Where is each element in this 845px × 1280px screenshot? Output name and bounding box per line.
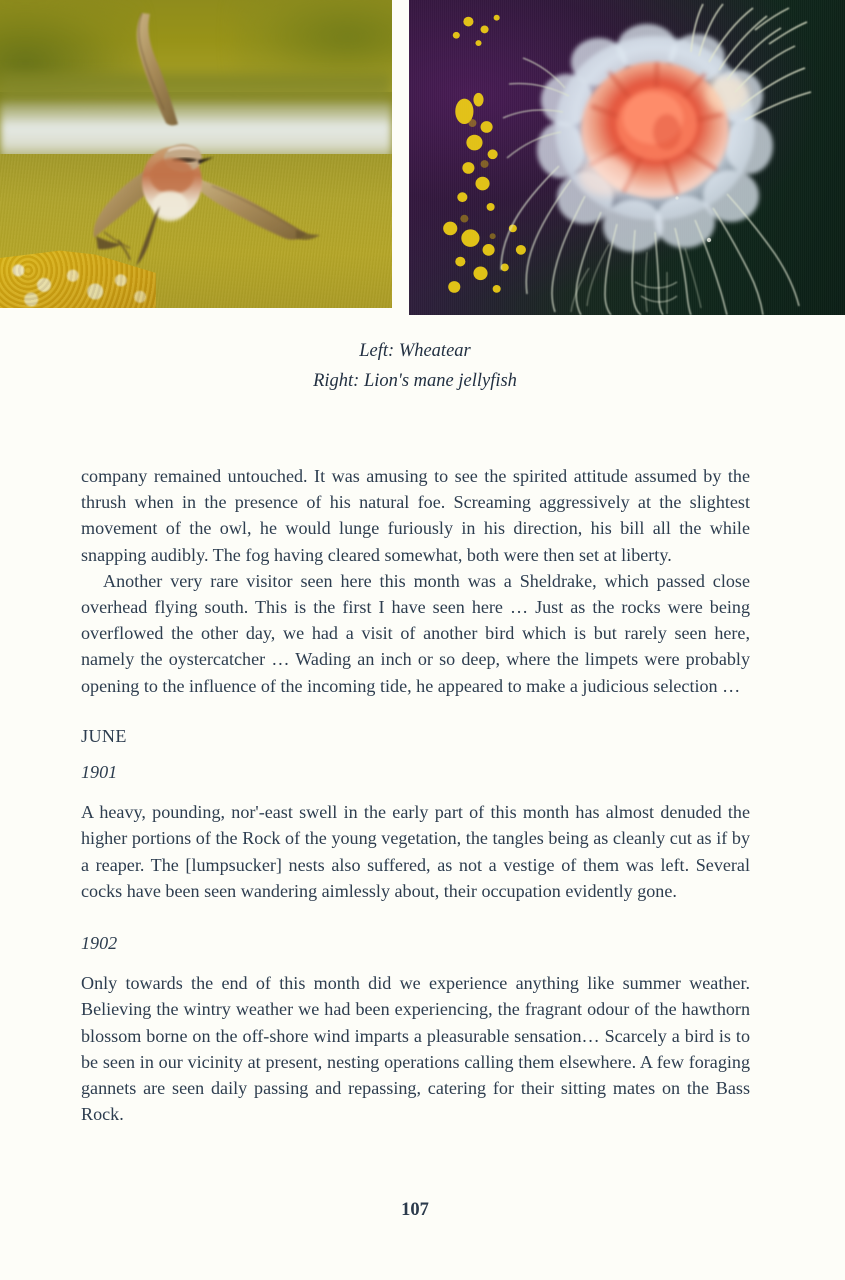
wheatear-photo xyxy=(0,0,392,308)
body-text-column xyxy=(81,463,750,1127)
year-subheading-1901: 1901 xyxy=(81,762,118,783)
jellyfish-figure xyxy=(409,0,845,315)
paragraph-continued: company remained untouched. It was amusing to see the spirited attitude assumed by the thrush when in the presence of his natural foe. Screaming aggressively at the slightest movement of the owl, he would lunge furiously in his direction, his bill all the while snapping audibly. The fog having cleared somewhat, both were then set at liberty. xyxy=(81,466,750,565)
figure-caption xyxy=(0,336,830,396)
spacer xyxy=(81,956,750,970)
photo-band xyxy=(0,0,845,318)
section-heading-june: JUNE xyxy=(81,725,127,746)
paragraph-sheldrake: Another very rare visitor seen here this month was a Sheldrake, which passed close overhead flying south. This is the first I have seen here … Just as the rocks were being overflowed the other day, we had a visit of another bird which is but rarely seen here, namely the oystercatcher … Wading an inch or so deep, where the limpets were probably opening to the influence of the incoming tide, he appeared to make a judicious selection … xyxy=(81,570,750,696)
paragraph-1901: A heavy, pounding, nor'-east swell in the early part of this month has almost denuded the higher portions of the Rock of the young vegetation, the tangles being as cleanly cut as if by a reaper. The [lumpsucker] nests also suffered, as not a vestige of them was left. Several cocks have been seen wandering aimlessly about, their occupation evidently gone. xyxy=(81,802,750,901)
spacer xyxy=(81,749,750,759)
caption-line-right: Right: Lion's mane jellyfish xyxy=(313,371,517,391)
spacer xyxy=(81,785,750,799)
page-number: 107 xyxy=(401,1200,429,1220)
paragraph-1902: Only towards the end of this month did we experience anything like summer weather. Believing the wintry weather we had been experiencing, the fragrant odour of the hawthorn blossom borne on the off-shore wind imparts a pleasurable sensation… Scarcely a bird is to be seen in our vicinity at present, nesting operations calling them elsewhere. A few foraging gannets are seen daily passing and repassing, catering for their sitting mates on the Bass Rock. xyxy=(81,973,750,1125)
year-subheading-1902: 1902 xyxy=(81,933,118,954)
caption-line-left: Left: Wheatear xyxy=(359,341,471,361)
spacer xyxy=(81,699,750,723)
spacer xyxy=(81,904,750,930)
lions-mane-jellyfish-photo xyxy=(409,0,845,315)
